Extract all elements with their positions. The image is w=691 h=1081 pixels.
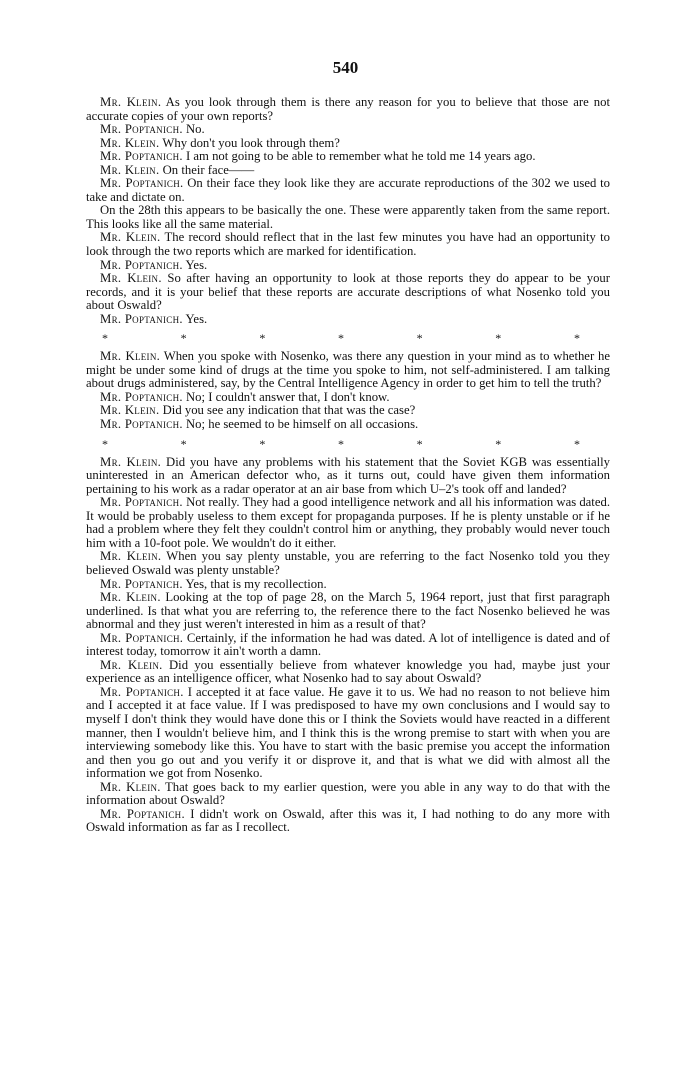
transcript-paragraph xyxy=(86,550,610,577)
transcript-paragraph xyxy=(86,96,610,123)
speaker-name: Mr. Poptanich. xyxy=(100,495,183,510)
transcript-paragraph xyxy=(86,632,610,659)
speaker-name: Mr. Klein. xyxy=(100,454,162,469)
transcript-paragraph xyxy=(86,391,610,405)
speech-text: No; he seemed to be himself on all occasions. xyxy=(182,417,419,432)
speaker-name: Mr. Klein. xyxy=(100,657,163,672)
speaker-name: Mr. Klein. xyxy=(100,403,160,418)
speech-text: When you say plenty unstable, you are referring to the fact Nosenko told you they believed Oswald was plenty unstable? xyxy=(86,549,610,577)
speaker-name: Mr. Poptanich. xyxy=(100,417,183,432)
transcript-paragraph xyxy=(86,456,610,497)
omission-stars xyxy=(86,438,610,452)
transcript-paragraph xyxy=(86,781,610,808)
transcript-paragraph xyxy=(86,231,610,258)
speech-text: Did you have any problems with his statement that the Soviet KGB was essentially uninterested in an American defector who, as it turns out, could have given them information pertaining to his work as a radar operator at an air base from which U–2's took off and landed? xyxy=(86,454,610,496)
speaker-name: Mr. Klein. xyxy=(100,549,162,564)
speech-text: I didn't work on Oswald, after this was it, I had nothing to do any more with Oswald information as far as I recollect. xyxy=(86,806,611,835)
speech-text: Did you essentially believe from whatever knowledge you had, maybe just your experience as an intelligence officer, what Nosenko had to say about Oswald? xyxy=(86,657,610,686)
page-number: 540 xyxy=(332,58,359,77)
speech-text: No; I couldn't answer that, I don't know. xyxy=(182,389,390,404)
star-mark: * xyxy=(180,436,187,451)
star-mark: * xyxy=(337,436,344,451)
transcript-paragraph xyxy=(86,123,610,137)
speaker-name: Mr. Poptanich. xyxy=(100,311,183,326)
speaker-name: Mr. Poptanich. xyxy=(100,630,184,645)
speaker-name: Mr. Poptanich. xyxy=(100,684,184,699)
speech-text: Why don't you look through them? xyxy=(159,135,340,150)
speaker-name: Mr. Poptanich. xyxy=(100,576,183,591)
transcript-paragraph xyxy=(86,404,610,418)
transcript-paragraph xyxy=(86,259,610,273)
speaker-name: Mr. Klein. xyxy=(100,162,160,177)
transcript-paragraph xyxy=(86,686,610,781)
speaker-name: Mr. Poptanich. xyxy=(100,389,183,404)
speech-text: On the 28th this appears to be basically the one. These were apparently taken from the same report. This looks like all the same material. xyxy=(86,203,610,231)
speech-text: Yes. xyxy=(182,311,208,326)
transcript-paragraph xyxy=(86,137,610,151)
star-mark: * xyxy=(573,436,580,451)
speech-text: That goes back to my earlier question, were you able in any way to do that with the information about Oswald? xyxy=(86,779,610,808)
speaker-name: Mr. Klein. xyxy=(100,349,161,364)
speaker-name: Mr. Poptanich. xyxy=(100,257,183,272)
star-mark: * xyxy=(416,436,423,451)
transcript-paragraph xyxy=(86,496,610,550)
speech-text: Yes. xyxy=(182,257,208,272)
speech-text: On their face they look like they are accurate reproductions of the 302 we used to take and dictate on. xyxy=(86,176,610,204)
speaker-name: Mr. Klein. xyxy=(100,271,162,286)
transcript-paragraph xyxy=(86,272,610,313)
star-mark: * xyxy=(495,331,502,346)
transcript-paragraph xyxy=(86,591,610,632)
speaker-name: Mr. Poptanich. xyxy=(100,176,184,191)
speaker-name: Mr. Klein. xyxy=(100,230,161,245)
speech-text: Not really. They had a good intelligence network and all his information was dated. It would be probably useless to them except for propaganda purposes. If he is plenty unstable or if he had a problem where they felt they couldn't control him or anything, they probably would never touch him with a 10-foot pole. We wouldn't do it either. xyxy=(86,495,610,550)
speaker-name: Mr. Klein. xyxy=(100,135,160,150)
star-mark: * xyxy=(573,331,580,346)
speech-text: Certainly, if the information he had was dated. A lot of intelligence is dated and of interest today, tomorrow it ain't worth a damn. xyxy=(86,630,610,659)
speech-text: The record should reflect that in the last few minutes you have had an opportunity to look through the two reports which are marked for identification. xyxy=(86,230,610,259)
speech-text: Did you see any indication that that was the case? xyxy=(159,403,416,418)
transcript-paragraph xyxy=(86,204,610,231)
star-mark: * xyxy=(102,436,108,451)
speaker-name: Mr. Poptanich. xyxy=(100,149,183,164)
transcript-paragraph xyxy=(86,418,610,432)
speech-text: So after having an opportunity to look at those reports they do appear to be your records, and it is your belief that these reports are accurate descriptions of what Nosenko told you about Oswald? xyxy=(86,271,610,313)
speech-text: I am not going to be able to remember what he told me 14 years ago. xyxy=(182,149,536,164)
transcript-paragraph xyxy=(86,313,610,327)
speaker-name: Mr. Klein. xyxy=(100,590,161,605)
star-mark: * xyxy=(416,331,423,346)
transcript-paragraph xyxy=(86,350,610,391)
omission-stars xyxy=(86,332,610,346)
speaker-name: Mr. Klein. xyxy=(100,95,162,109)
speech-text: When you spoke with Nosenko, was there any question in your mind as to whether he might be under some kind of drugs at the time you spoke to him, not self-administered. I am talking about drugs administered, say, by the Central Intelligence Agency in order to get him to tell the truth? xyxy=(86,349,610,391)
star-mark: * xyxy=(180,331,187,346)
speech-text: As you look through them is there any reason for you to believe that those are not accurate copies of your own reports? xyxy=(86,95,610,123)
speech-text: Yes, that is my recollection. xyxy=(182,576,327,591)
transcript-paragraph xyxy=(86,164,610,178)
star-mark: * xyxy=(495,436,502,451)
star-mark: * xyxy=(337,331,344,346)
speaker-name: Mr. Poptanich. xyxy=(100,122,183,137)
speaker-name: Mr. Klein. xyxy=(100,779,161,794)
transcript-paragraph xyxy=(86,177,610,204)
transcript-paragraph xyxy=(86,150,610,164)
transcript-paragraph xyxy=(86,659,610,686)
speech-text: On their face—— xyxy=(159,162,255,177)
star-mark: * xyxy=(102,331,108,346)
transcript-paragraph xyxy=(86,578,610,592)
star-mark: * xyxy=(259,331,266,346)
speech-text: I accepted it at face value. He gave it to us. We had no reason to not believe him and I accepted it at face value. If I was predisposed to have my own conclusions and I would say to myself I don't think they would have done this or I think the Soviets would have reacted in a different manner, then I wouldn't believe him, and I think this is the wrong premise to start with when you are interviewing somebody like this. You have to start with the basic premise you accept the information and then you go out and you verify it or disprove it, and that is what we did with almost all the information we got from Nosenko. xyxy=(86,684,610,781)
speaker-name: Mr. Poptanich. xyxy=(100,806,185,821)
speech-text: No. xyxy=(182,122,205,137)
transcript-paragraph xyxy=(86,808,610,835)
star-mark: * xyxy=(259,436,266,451)
transcript-body xyxy=(86,96,610,835)
speech-text: Looking at the top of page 28, on the March 5, 1964 report, just that first paragraph underlined. Is that what you are referring to, the reference there to the fact Nosenko believed he was abnormal and they just weren't interested in him as a result of that? xyxy=(86,590,610,632)
